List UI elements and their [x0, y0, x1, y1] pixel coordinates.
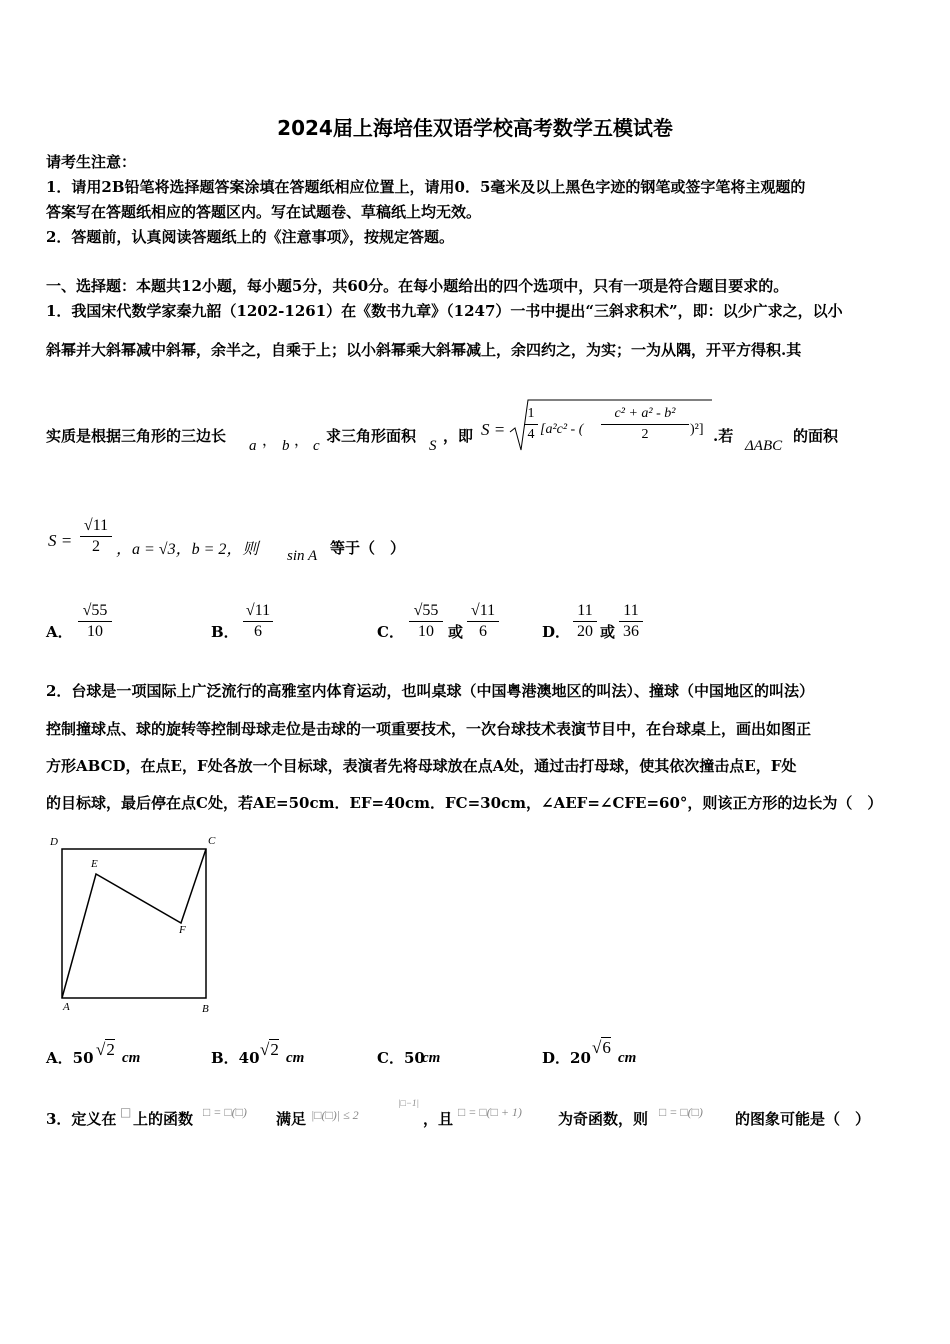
- label-B: B: [202, 1003, 209, 1015]
- q1-option-A-label[interactable]: A．: [46, 623, 73, 641]
- q2-option-A-label[interactable]: A．50: [46, 1049, 94, 1067]
- q2-line-1: 2．台球是一项国际上广泛流行的高雅室内体育运动，也叫桌球（中国粤港澳地区的叫法）、撞球（中国地区的叫法）: [46, 682, 814, 700]
- q1-option-C-num-1: √55: [409, 601, 443, 622]
- section-1-heading: 一、选择题：本题共12小题，每小题5分，共60分。在每小题给出的四个选项中，只有一项是符合题目要求的。: [46, 277, 789, 295]
- q1-line-1: 1．我国宋代数学家秦九韶（1202-1261）在《数书九章》（1247）一书中提出“三斜求积术”，即：以少广求之，以小: [46, 302, 843, 320]
- formula-S-eq: S =: [481, 420, 506, 439]
- q1-option-C-num-2: √11: [467, 601, 499, 622]
- label-A: A: [63, 1001, 70, 1013]
- cond-a-b: ，a = √3，b = 2，则: [116, 541, 259, 558]
- q2-option-B-sqrt: √2: [260, 1040, 279, 1059]
- q2-line-2: 控制撞球点、球的旋转等控制母球走位是击球的一项重要技术，一次台球技术表演节目中，在台球桌上，画出如图正: [46, 720, 812, 738]
- q1-option-A-frac: [78, 601, 112, 642]
- notice-line-1b: 答案写在答题纸相应的答题区内。写在试题卷、草稿纸上均无效。: [46, 203, 482, 221]
- q2-option-D-radicand: 6: [602, 1038, 611, 1057]
- q1-var-b: b: [282, 438, 290, 454]
- q1-line-3-text-2: 求三角形面积: [326, 427, 417, 445]
- q1-var-a: a: [249, 438, 257, 454]
- q1-option-B-num: √11: [243, 601, 273, 622]
- q3-text-6: 的图象可能是（ ）: [735, 1110, 871, 1128]
- notice-line-1a: 1．请用2B铅笔将选择题答案涂填在答题纸相应位置上，请用0．5毫米及以上黑色字迹的钢笔或签字笔将主观题的: [46, 178, 806, 196]
- formula-fraction: [601, 404, 689, 445]
- q3-text-3: 满足: [276, 1110, 307, 1128]
- q2-option-D-unit: cm: [618, 1050, 637, 1066]
- q2-option-A-unit: cm: [122, 1050, 141, 1066]
- label-C: C: [208, 835, 216, 847]
- q2-option-C-unit: cm: [422, 1050, 441, 1066]
- q3-formula-2-exp: |□−1|: [398, 1098, 419, 1108]
- q1-option-B-label[interactable]: B．: [211, 623, 239, 641]
- formula-tail: )²]: [690, 422, 704, 437]
- q1-option-C-den-2: 6: [479, 623, 487, 640]
- q1-option-D-num-2: 11: [619, 601, 643, 622]
- q1-comma-2: ，: [294, 431, 310, 449]
- label-F: F: [179, 924, 186, 936]
- formula-frac-den: 2: [641, 427, 649, 442]
- q1-option-C-frac-2: [467, 601, 499, 642]
- q3-domain-placeholder: □: [120, 1105, 132, 1119]
- q2-option-D-sqrt: √6: [592, 1038, 611, 1057]
- cond-S-den: 2: [92, 538, 100, 555]
- q2-option-B-radicand: 2: [270, 1040, 279, 1059]
- q1-triangle-ABC: ΔABC: [745, 438, 783, 454]
- q1-option-D-frac-2: [619, 601, 643, 642]
- q3-text-1: 3．定义在: [46, 1110, 117, 1128]
- formula-quarter-num: 1: [524, 404, 538, 425]
- q3-text-4: ，且: [423, 1110, 454, 1128]
- q1-option-D-den-2: 36: [623, 623, 639, 640]
- q3-text-5: 为奇函数，则: [558, 1110, 649, 1128]
- notice-heading: 请考生注意：: [46, 153, 137, 171]
- q1-option-C-label[interactable]: C．: [377, 623, 404, 641]
- label-E: E: [91, 858, 98, 870]
- q3-formula-4: □ = □(□): [659, 1105, 703, 1119]
- q1-line-3-text-3: ，即: [443, 427, 474, 445]
- formula-frac-num: c² + a² - b²: [601, 404, 689, 425]
- q1-option-D-num-1: 11: [573, 601, 597, 622]
- q1-var-c: c: [313, 438, 320, 454]
- q1-var-S: S: [429, 438, 437, 454]
- q1-option-D-or: 或: [600, 623, 616, 641]
- formula-quarter-den: 4: [527, 427, 535, 442]
- q2-line-4: 的目标球，最后停在点C处，若AE=50cm．EF=40cm．FC=30cm，∠AEF=∠CFE=60°，则该正方形的边长为（ ）: [46, 794, 883, 812]
- q2-figure: [46, 838, 226, 1018]
- notice-line-2: 2．答题前，认真阅读答题纸上的《注意事项》，按规定答题。: [46, 228, 454, 246]
- q1-option-B-den: 6: [254, 623, 262, 640]
- q3-formula-2: |□(□)| ≤ 2: [311, 1108, 359, 1122]
- q2-option-C-label[interactable]: C．50: [377, 1049, 425, 1067]
- q3-formula-3: □ = □(□ + 1): [458, 1105, 522, 1119]
- label-D: D: [50, 836, 58, 848]
- q3-formula-1: □ = □(□): [203, 1105, 247, 1119]
- q2-option-D-label[interactable]: D．20: [542, 1049, 591, 1067]
- q1-option-C-den-1: 10: [418, 623, 434, 640]
- q2-option-B-label[interactable]: B．40: [211, 1049, 260, 1067]
- q2-option-B-unit: cm: [286, 1050, 305, 1066]
- q1-option-D-den-1: 20: [577, 623, 593, 640]
- q1-option-A-den: 10: [87, 623, 103, 640]
- cond-S-eq: S =: [48, 531, 73, 550]
- cond-sinA: sin A: [287, 548, 318, 564]
- q3-text-2: 上的函数: [133, 1110, 194, 1128]
- q1-option-B-frac: [243, 601, 273, 642]
- cond-S-num: √11: [80, 516, 112, 537]
- q1-line-2: 斜幂并大斜幂减中斜幂，余半之，自乘于上；以小斜幂乘大斜幂减上，余四约之，为实；一为从隅，开平方得积.其: [46, 341, 802, 359]
- formula-inner: [a²c² - (: [540, 422, 584, 437]
- q1-option-D-label[interactable]: D．: [542, 623, 571, 641]
- formula-quarter: [524, 404, 538, 445]
- q1-option-C-frac-1: [409, 601, 443, 642]
- q1-line-3-text-1: 实质是根据三角形的三边长: [46, 427, 227, 445]
- q1-option-A-num: √55: [78, 601, 112, 622]
- q1-comma-1: ，: [262, 431, 278, 449]
- page-title: 2024届上海培佳双语学校高考数学五模试卷: [277, 116, 673, 140]
- q2-option-A-sqrt: √2: [96, 1040, 115, 1059]
- q1-option-D-frac-1: [573, 601, 597, 642]
- q1-option-C-or: 或: [448, 623, 464, 641]
- cond-S-frac: [80, 516, 112, 557]
- q2-line-3: 方形ABCD，在点E，F处各放一个目标球，表演者先将母球放在点A处，通过击打母球，使其依次撞击点E，F处: [46, 757, 797, 775]
- cond-end: 等于（ ）: [330, 539, 406, 557]
- q1-line-3-text-5: 的面积: [793, 427, 839, 445]
- q2-option-A-radicand: 2: [106, 1040, 115, 1059]
- q1-line-3-text-4: .若: [713, 427, 734, 445]
